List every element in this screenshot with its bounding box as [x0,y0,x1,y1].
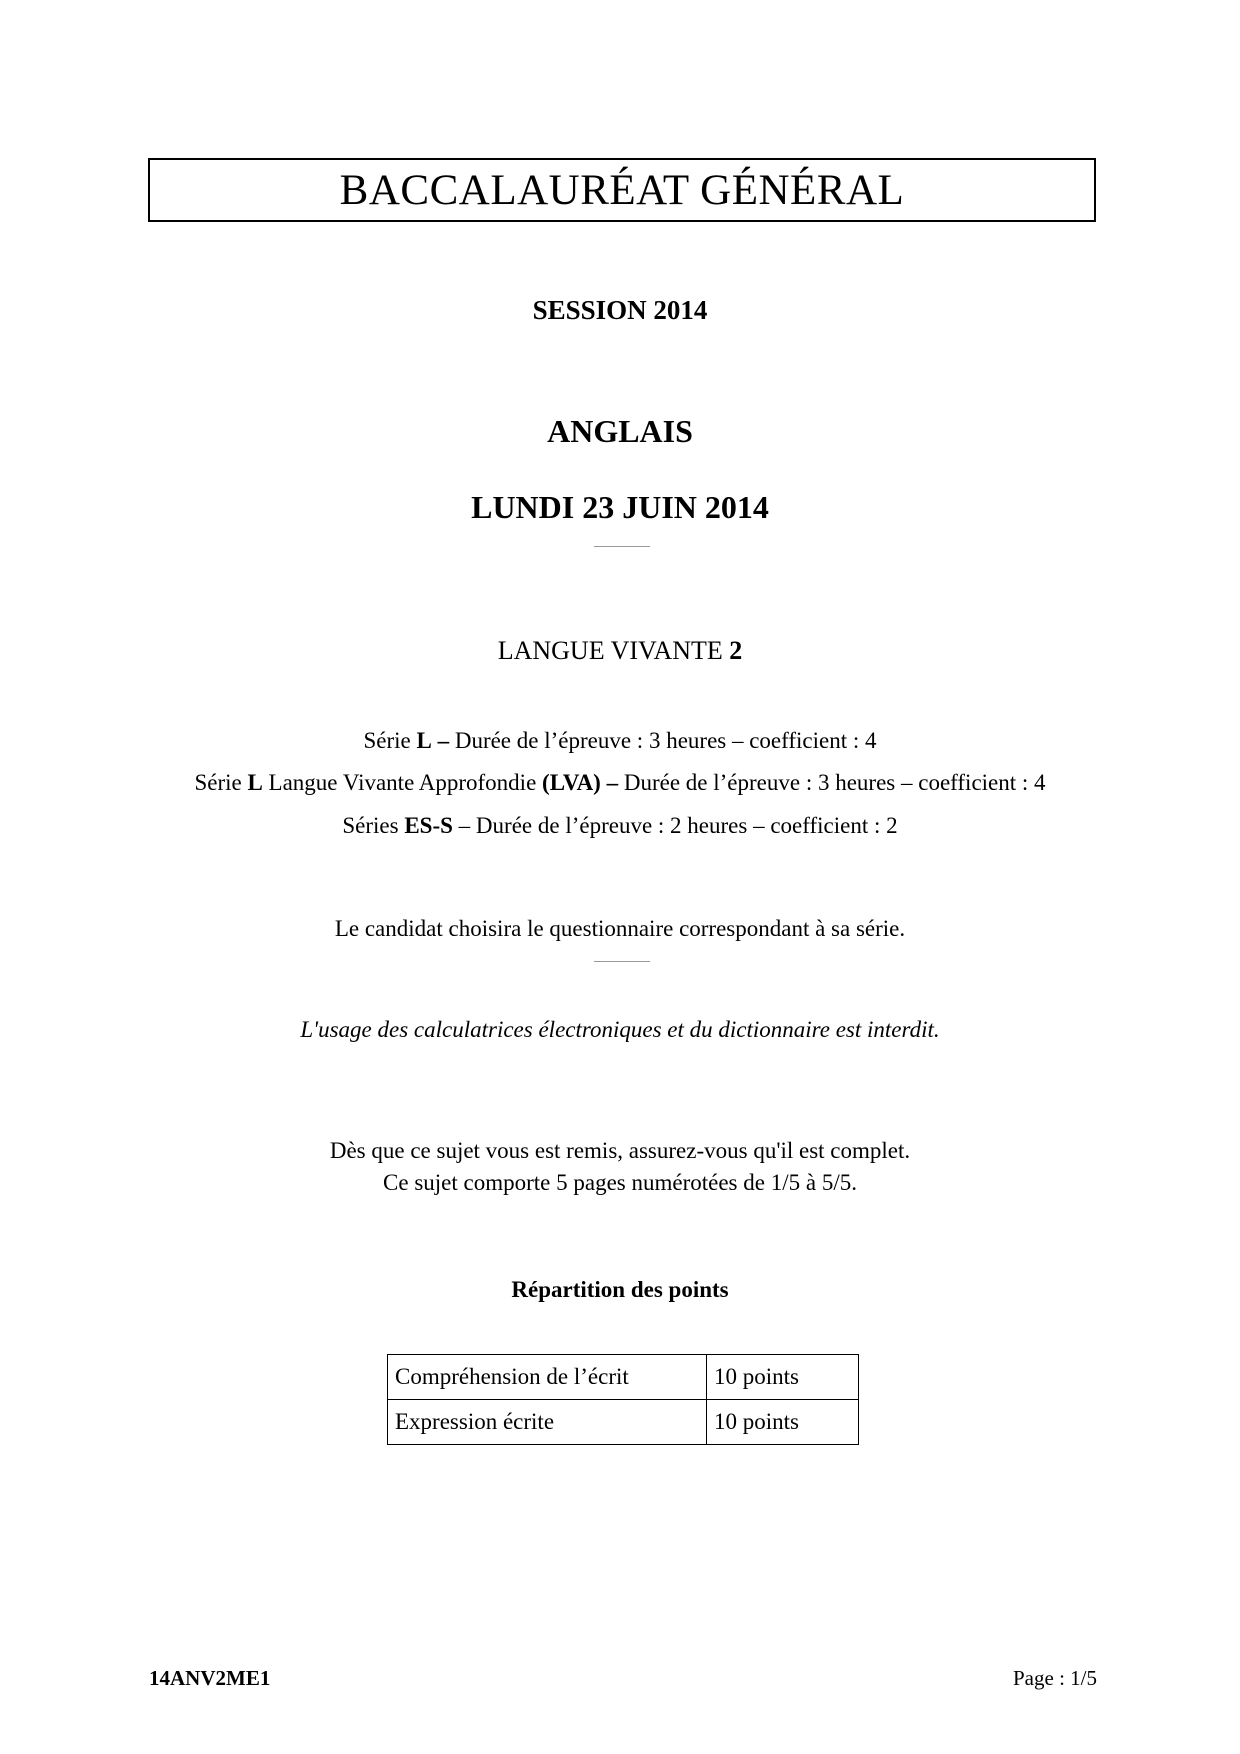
divider-bottom [594,961,650,962]
choice-note: Le candidat choisira le questionnaire correspondant à sa série. [334,916,906,941]
language-level-number: 2 [729,636,743,665]
series-line: Série L – Durée de l’épreuve : 3 heures – coefficient : 4 [363,728,877,753]
completeness-line-2: Ce sujet comporte 5 pages numérotées de 1/5 à 5/5. [383,1170,857,1195]
table-cell-section: Expression écrite [388,1400,707,1445]
series-line: Série L Langue Vivante Approfondie (LVA) – Durée de l’épreuve : 3 heures – coefficient : 4 [194,770,1046,795]
session-label: SESSION 2014 [532,295,708,325]
title-box [148,158,1096,222]
language-level [0,636,1240,666]
exam-date: LUNDI 23 JUIN 2014 [471,489,769,525]
table-cell-points: 10 points [707,1400,859,1445]
page-number: Page : 1/5 [1013,1666,1097,1690]
divider-top [594,546,650,547]
completeness-line-1: Dès que ce sujet vous est remis, assurez-vous qu'il est complet. [329,1138,911,1163]
subject-code: 14ANV2ME1 [149,1666,271,1690]
subject-title: ANGLAIS [547,413,693,449]
table-row [388,1355,859,1400]
language-level-prefix: LANGUE VIVANTE [497,636,730,665]
table-row [388,1400,859,1445]
points-table [387,1354,859,1445]
calculator-note: L'usage des calculatrices électroniques et du dictionnaire est interdit. [300,1017,940,1042]
table-cell-points: 10 points [707,1355,859,1400]
exam-title: BACCALAURÉAT GÉNÉRAL [339,166,905,214]
series-line: Séries ES-S – Durée de l’épreuve : 2 heures – coefficient : 2 [342,813,898,838]
table-cell-section: Compréhension de l’écrit [388,1355,707,1400]
points-heading: Répartition des points [511,1277,729,1302]
